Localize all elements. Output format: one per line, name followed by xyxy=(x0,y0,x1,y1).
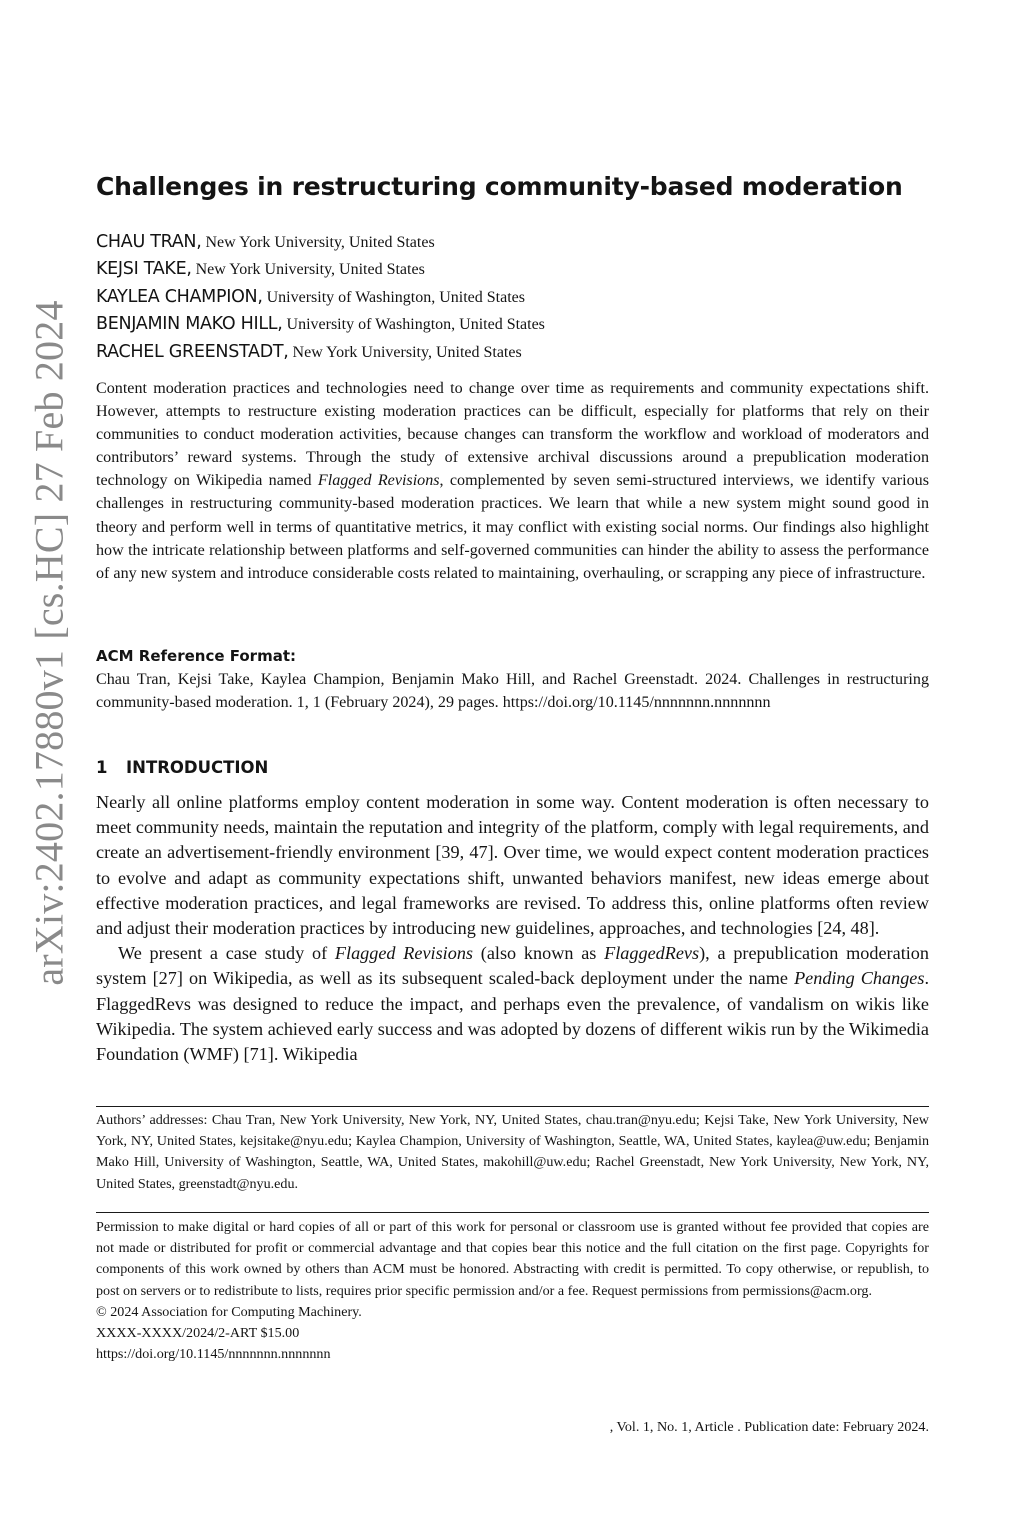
author-entry xyxy=(96,311,929,338)
acm-reference-text: Chau Tran, Kejsi Take, Kaylea Champion, Benjamin Mako Hill, and Rachel Greenstadt. 2024. Challenges in restructuring community-based moderation. 1, 1 (February 2024), 29 pages. https://doi.org/10.1145/nnnnnnn.nnnnnnn xyxy=(96,671,929,711)
body-text-run: We present a case study of xyxy=(118,943,335,964)
author-entry xyxy=(96,256,929,283)
body-emphasis: FlaggedRevs xyxy=(604,943,700,964)
abstract xyxy=(96,377,929,585)
author-entry xyxy=(96,339,929,366)
body-paragraph: Nearly all online platforms employ content moderation in some way. Content moderation is often necessary to meet community needs, maintain the reputation and integrity of the platform, comply with legal requirements, and create an advertisement-friendly environment [39, 47]. Over time, we would expect content moderation practices to evolve and adapt as community expectations shift, unwanted behaviors manifest, new ideas emerge about effective moderation practices, and legal frameworks are revised. To address this, online platforms often review and adjust their moderation practices by introducing new guidelines, approaches, and technologies [24, 48]. xyxy=(96,792,929,939)
body-emphasis: Flagged Revisions xyxy=(334,943,473,964)
section-title: INTRODUCTION xyxy=(126,758,269,777)
section-number: 1 xyxy=(96,758,108,777)
page-footer: , Vol. 1, No. 1, Article . Publication date: February 2024. xyxy=(609,1419,929,1435)
arxiv-identifier: arXiv:2402.17880v1 [cs.HC] 27 Feb 2024 xyxy=(26,300,72,986)
permission-divider xyxy=(96,1212,929,1213)
footnote-divider xyxy=(96,1106,929,1107)
author-name: KAYLEA CHAMPION, xyxy=(96,286,263,307)
doi-line: https://doi.org/10.1145/nnnnnnn.nnnnnnn xyxy=(96,1346,331,1363)
author-affiliation: New York University, United States xyxy=(292,343,522,361)
author-list xyxy=(96,229,929,366)
body-text-run: (also known as xyxy=(473,943,605,964)
addresses-text: Authors’ addresses: Chau Tran, New York University, New York, NY, United States, chau.tran@nyu.edu; Kejsi Take, New York University, New York, NY, United States, kejsitake@nyu.edu; Kaylea Champion, University of Washington, Seattle, WA, United States, kaylea@uw.edu; Benjamin Mako Hill, University of Washington, Seattle, WA, United States, makohill@uw.edu; Rachel Greenstadt, New York University, New York, NY, United States, greenstadt@nyu.edu. xyxy=(96,1112,929,1192)
author-name: BENJAMIN MAKO HILL, xyxy=(96,314,283,335)
abstract-text: Content moderation practices and technologies need to change over time as requirements and community expectations shift. However, attempts to restructure existing moderation practices can be difficult, especially for platforms that rely on their communities to conduct moderation activities, because changes can transform the workflow and workload of moderators and contributors’ reward systems. Through the study of extensive archival discussions around a prepublication moderation technology on Wikipedia named xyxy=(96,380,929,490)
introduction-body xyxy=(96,790,929,1067)
body-emphasis: Pending Changes xyxy=(794,968,925,989)
abstract-text: , complemented by seven semi-structured interviews, we identify various challenges in restructuring community-based moderation practices. We learn that while a new system might sound good in theory and perform well in terms of quantitative metrics, it may conflict with existing social norms. Our findings also highlight how the intricate relationship between platforms and self-governed communities can hinder the ability to assess the performance of any new system and introduce considerable costs related to maintaining, overhauling, or scrapping any piece of infrastructure. xyxy=(96,472,929,582)
author-name: RACHEL GREENSTADT, xyxy=(96,341,289,362)
isbn-line: XXXX-XXXX/2024/2-ART $15.00 xyxy=(96,1325,300,1342)
acm-reference-heading: ACM Reference Format: xyxy=(96,647,296,665)
author-affiliation: University of Washington, United States xyxy=(266,288,525,306)
author-affiliation: New York University, United States xyxy=(195,261,425,279)
abstract-emphasis: Flagged Revisions xyxy=(317,472,440,490)
copyright-line: © 2024 Association for Computing Machinery. xyxy=(96,1303,362,1320)
author-entry xyxy=(96,229,929,256)
author-name: CHAU TRAN, xyxy=(96,232,202,252)
body-text-run: ), a prepublication moderation system [27] on Wikipedia, as well as its subsequent scaled-back deployment under the name xyxy=(96,943,929,989)
authors-addresses xyxy=(96,1110,929,1195)
permission-block xyxy=(96,1217,929,1365)
author-name: KEJSI TAKE, xyxy=(96,259,192,280)
author-entry xyxy=(96,284,929,311)
body-paragraph xyxy=(96,941,929,1067)
permission-text: Permission to make digital or hard copies of all or part of this work for personal or classroom use is granted without fee provided that copies are not made or distributed for profit or commercial advantage and that copies bear this notice and the full citation on the first page. Copyrights for components of this work owned by others than ACM must be honored. Abstracting with credit is permitted. To copy otherwise, or republish, to post on servers or to redistribute to lists, requires prior specific permission and/or a fee. Request permissions from permissions@acm.org. xyxy=(96,1219,929,1299)
paper-title: Challenges in restructuring community-based moderation xyxy=(96,172,903,201)
author-affiliation: University of Washington, United States xyxy=(286,316,545,334)
body-text-run: . FlaggedRevs was designed to reduce the impact, and perhaps even the prevalence, of vandalism on wikis like Wikipedia. The system achieved early success and was adopted by dozens of different wikis run by the Wikimedia Foundation (WMF) [71]. Wikipedia xyxy=(96,968,929,1065)
section-heading xyxy=(96,758,268,777)
author-affiliation: New York University, United States xyxy=(205,234,435,251)
acm-reference-format xyxy=(96,645,929,714)
